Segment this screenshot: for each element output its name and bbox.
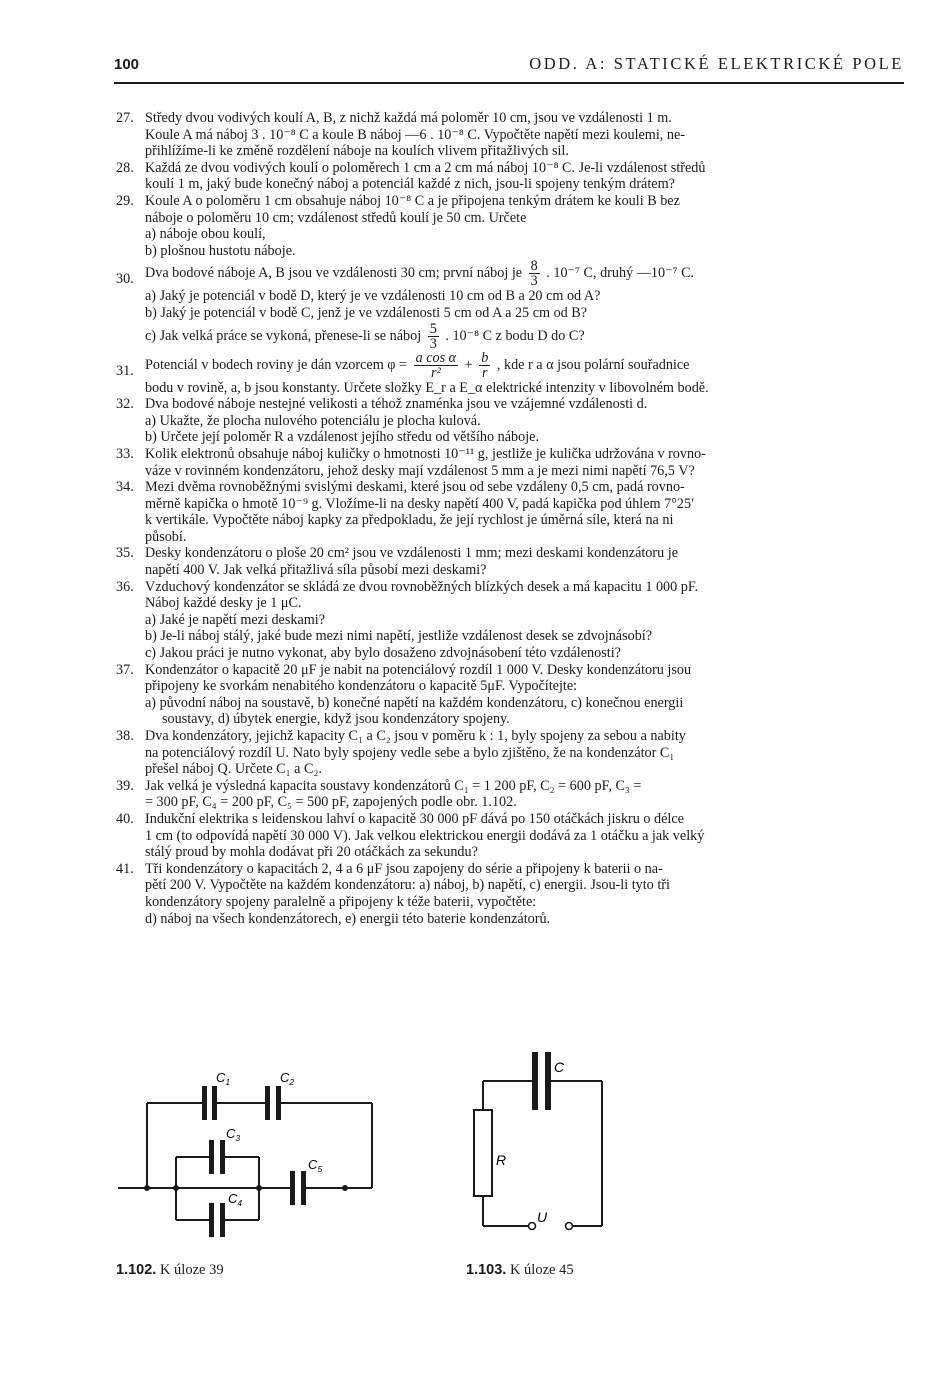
problem-35	[116, 545, 904, 578]
problem-text-line: připojeny ke svorkám nenabitého kondenzátoru o kapacitě 5μF. Vypočítejte:	[145, 678, 578, 695]
problem-text-line: Dva bodové náboje nestejné velikosti a téhož znaménka jsou ve vzájemné vzdálenosti d.	[145, 396, 648, 413]
problem-text-line: měrně kapička o hmotě 10⁻⁹ g. Vložíme-li na desky napětí 400 V, padá kapička pod úhlem 7°25′	[145, 495, 695, 512]
problem-text-line: Koule A o poloměru 1 cm obsahuje náboj 10⁻⁸ C a je připojena tenkým drátem ke kouli B bez	[145, 192, 680, 209]
problem-number: 36.	[116, 578, 134, 595]
caption-text: K úloze 39	[156, 1262, 224, 1278]
fraction-denominator: 3	[530, 273, 538, 290]
problem-30	[116, 259, 904, 350]
fraction-denominator: 3	[429, 335, 437, 352]
problem-number: 29.	[116, 192, 134, 209]
problem-34	[116, 479, 904, 545]
label-c3: $C_3$	[226, 1126, 241, 1143]
text-segment: c) Jak velká práce se vykoná, přenese-li se náboj	[145, 327, 422, 344]
problem-text-line: Jak velká je výsledná kapacita soustavy kondenzátorů C₁ = 1 200 pF, C₂ = 600 pF, C₃ =	[145, 777, 642, 794]
problem-text-line: b) Určete její poloměr R a vzdálenost jejího středu od většího náboje.	[145, 429, 539, 446]
label-c5: $C_5$	[308, 1157, 323, 1174]
caption-number: 1.103.	[466, 1262, 507, 1278]
fraction-numerator: 8	[530, 258, 538, 275]
capacitor-c-plate	[545, 1052, 551, 1110]
problem-text-line: náboje o poloměru 10 cm; vzdálenost středů koulí je 50 cm. Určete	[145, 209, 527, 226]
capacitor-c5-plate	[290, 1171, 295, 1205]
problem-text-line: a) původní náboj na soustavě, b) konečné napětí na každém kondenzátoru, c) konečnou energii	[145, 694, 684, 711]
problem-text-line: stálý proud by mohla dodávat při 20 otáčkách za sekundu?	[145, 844, 478, 861]
problem-text-line: a) náboje obou koulí,	[145, 226, 266, 243]
capacitor-c1-plate	[212, 1086, 217, 1120]
problem-text-line: přešel náboj Q. Určete C₁ a C₂.	[145, 761, 322, 778]
wire-gap	[290, 1183, 306, 1193]
problem-text-line	[145, 322, 904, 351]
problem-text-line: a) Jaké je napětí mezi deskami?	[145, 611, 326, 628]
caption-fig-1-103	[466, 1262, 574, 1279]
caption-text: K úloze 45	[506, 1262, 574, 1278]
junction-dot	[173, 1185, 179, 1191]
capacitor-c-plate	[532, 1052, 538, 1110]
junction-dot	[342, 1185, 348, 1191]
page-number: 100	[114, 56, 140, 73]
text-segment: Potenciál v bodech roviny je dán vzorcem φ =	[145, 356, 408, 373]
problem-text-line: a) Jaký je potenciál v bodě D, který je ve vzdálenosti 10 cm od B a 20 cm od A?	[145, 288, 601, 305]
fraction	[428, 322, 439, 351]
capacitor-c3-plate	[220, 1140, 225, 1174]
fraction-denominator: r	[482, 364, 488, 381]
problem-text-line: b) Je-li náboj stálý, jaké bude mezi nimi napětí, jestliže vzdálenost desek se zdvojnásobí?	[145, 628, 653, 645]
figure-rc-circuit	[474, 1081, 602, 1230]
problem-number: 34.	[116, 479, 134, 496]
problem-text-line: kondenzátory spojeny paralelně a připojeny k téže baterii, vypočtěte:	[145, 893, 537, 910]
fraction-numerator: 5	[429, 320, 437, 337]
problem-text-line: napětí 400 V. Jak velká přitažlivá síla působí mezi deskami?	[145, 562, 487, 579]
label-c4: $C_4$	[228, 1191, 243, 1208]
problem-text-line: působí.	[145, 528, 187, 545]
problem-text-line: Desky kondenzátoru o ploše 20 cm² jsou ve vzdálenosti 1 mm; mezi deskami kondenzátoru je	[145, 545, 679, 562]
problem-36	[116, 579, 904, 662]
fraction-denominator: r²	[430, 364, 441, 381]
label-c1: $C_1$	[216, 1070, 231, 1087]
problem-text-line: k vertikále. Vypočtěte náboj kapky za předpokladu, že její rychlost je úměrná síle, která na ni	[145, 512, 674, 529]
capacitor-c2-plate	[265, 1086, 270, 1120]
label-u: U	[537, 1209, 548, 1225]
page-header	[114, 54, 904, 78]
problem-text-line: váze v rovinném kondenzátoru, jehož desky mají vzdálenost 5 mm a je mezi nimi napětí 76,5 V?	[145, 462, 695, 479]
problem-text-line: přihlížíme-li ke změně rozdělení náboje na koulích vlivem přitažlivých sil.	[145, 143, 569, 160]
problem-text-line: a) Ukažte, že plocha nulového potenciálu je plocha kulová.	[145, 412, 481, 429]
problem-text-line: Indukční elektrika s leidenskou lahví o kapacitě 30 000 pF dává po 150 otáčkách jiskru o délce	[145, 810, 684, 827]
fraction	[529, 259, 540, 288]
problem-text-line: = 300 pF, C₄ = 200 pF, C₅ = 500 pF, zapojených podle obr. 1.102.	[145, 794, 517, 811]
problem-text-line: pětí 200 V. Vypočtěte na každém kondenzátoru: a) náboj, b) napětí, c) energii. Jsou-li tyto tři	[145, 877, 670, 894]
text-segment: Dva bodové náboje A, B jsou ve vzdálenosti 30 cm; první náboj je	[145, 265, 523, 282]
problem-text-line: Vzduchový kondenzátor se skládá ze dvou rovnoběžných blízkých desek a má kapacitu 1 000 pF.	[145, 578, 699, 595]
problem-41	[116, 861, 904, 927]
problem-text-line: Kondenzátor o kapacitě 20 μF je nabit na potenciálový rozdíl 1 000 V. Desky kondenzátoru jsou	[145, 661, 692, 678]
problem-number: 35.	[116, 545, 134, 562]
text-segment: , kde r a α jsou polární souřadnice	[496, 356, 690, 373]
problem-number: 38.	[116, 728, 134, 744]
problem-text-line	[145, 351, 904, 380]
problem-37	[116, 662, 904, 728]
problem-31	[116, 351, 904, 397]
problem-text-line: Dva kondenzátory, jejichž kapacity C₁ a C₂ jsou v poměru k : 1, byly spojeny za sebou a nabity	[145, 728, 686, 744]
capacitor-c2-plate	[276, 1086, 281, 1120]
problem-text-line	[145, 259, 904, 288]
problem-text-line: soustavy, d) úbytek energie, když jsou kondenzátory spojeny.	[162, 711, 510, 728]
problem-text-line: b) plošnou hustotu náboje.	[145, 242, 296, 259]
fraction	[414, 351, 459, 380]
problem-29	[116, 193, 904, 259]
problem-number: 39.	[116, 777, 134, 794]
plus-sign: +	[464, 356, 473, 373]
problem-text-line: Kolik elektronů obsahuje náboj kuličky o hmotnosti 10⁻¹¹ g, jestliže je kulička udržována v rovno-	[145, 445, 706, 462]
text-segment: . 10⁻⁸ C z bodu D do C?	[445, 327, 585, 344]
caption-number: 1.102.	[116, 1262, 157, 1278]
problem-number: 27.	[116, 110, 134, 126]
fraction	[479, 351, 490, 380]
header-rule	[114, 82, 904, 84]
capacitor-c1-plate	[202, 1086, 207, 1120]
terminal-left	[529, 1223, 536, 1230]
label-r: R	[496, 1152, 507, 1168]
problem-27	[116, 110, 904, 160]
problem-39	[116, 778, 904, 811]
problem-list	[116, 110, 904, 927]
problem-number: 41.	[116, 860, 134, 877]
problem-32	[116, 396, 904, 446]
fraction-numerator: b	[481, 349, 489, 366]
problem-text-line: b) Jaký je potenciál v bodě C, jenž je ve vzdálenosti 5 cm od A a 25 cm od B?	[145, 304, 588, 321]
problem-text-line: c) Jakou práci je nutno vykonat, aby bylo dosaženo zdvojnásobení této vzdálenosti?	[145, 645, 621, 662]
junction-dot	[256, 1185, 262, 1191]
capacitor-c4-plate	[209, 1203, 214, 1237]
problem-text-line: na potenciálový rozdíl U. Nato byly spojeny vedle sebe a bylo zjištěno, že na kondenzátor C₁	[145, 744, 675, 761]
capacitor-c5-plate	[301, 1171, 306, 1205]
problem-number: 32.	[116, 396, 134, 413]
label-c2: $C_2$	[280, 1070, 295, 1087]
caption-fig-1-102	[116, 1262, 224, 1279]
problem-number: 31.	[116, 362, 134, 379]
problem-number: 37.	[116, 661, 134, 678]
problem-text-line: 1 cm (to odpovídá napětí 30 000 V). Jak velkou elektrickou energii dodává za 1 otáčku a jak velký	[145, 827, 705, 844]
junction-dot	[144, 1185, 150, 1191]
problem-text-line: Mezi dvěma rovnoběžnými svislými deskami, které jsou od sebe vzdáleny 0,5 cm, padá rovno-	[145, 479, 685, 496]
running-title: ODD. A: STATICKÉ ELEKTRICKÉ POLE	[529, 54, 904, 73]
resistor-r	[474, 1110, 492, 1196]
problem-38	[116, 728, 904, 778]
problem-text-line: Koule A má náboj 3 . 10⁻⁸ C a koule B náboj —6 . 10⁻⁸ C. Vypočtěte napětí mezi koulemi, ne-	[145, 126, 685, 143]
text-segment: . 10⁻⁷ C, druhý —10⁻⁷ C.	[546, 265, 695, 282]
problem-number: 30.	[116, 271, 134, 288]
problem-text-line: Středy dvou vodivých koulí A, B, z nichž každá má poloměr 10 cm, jsou ve vzdálenosti 1 m.	[145, 110, 672, 126]
problem-text-line: Každá ze dvou vodivých koulí o poloměrech 1 cm a 2 cm má náboj 10⁻⁸ C. Je-li vzdálenost středů	[145, 159, 706, 176]
capacitor-c4-plate	[220, 1203, 225, 1237]
problem-number: 28.	[116, 159, 134, 176]
problem-number: 33.	[116, 445, 134, 462]
terminal-right	[566, 1223, 573, 1230]
problem-33	[116, 446, 904, 479]
capacitor-c3-plate	[209, 1140, 214, 1174]
problem-number: 40.	[116, 810, 134, 827]
problem-40	[116, 811, 904, 861]
problem-text-line: d) náboj na všech kondenzátorech, e) energii této baterie kondenzátorů.	[145, 910, 551, 927]
problem-text-line: bodu v rovině, a, b jsou konstanty. Určete složky E_r a E_α elektrické intenzity v libovolném bodě.	[145, 379, 709, 396]
problem-text-line: Tři kondenzátory o kapacitách 2, 4 a 6 μF jsou zapojeny do série a připojeny k baterii o na-	[145, 860, 663, 877]
problem-28	[116, 160, 904, 193]
fraction-numerator: a cos α	[415, 349, 457, 366]
label-c: C	[554, 1059, 565, 1075]
problem-text-line: koulí 1 m, jaký bude konečný náboj a potenciál každé z nich, jsou-li spojeny tenkým drátem?	[145, 176, 675, 193]
problem-text-line: Náboj každé desky je 1 μC.	[145, 595, 302, 612]
